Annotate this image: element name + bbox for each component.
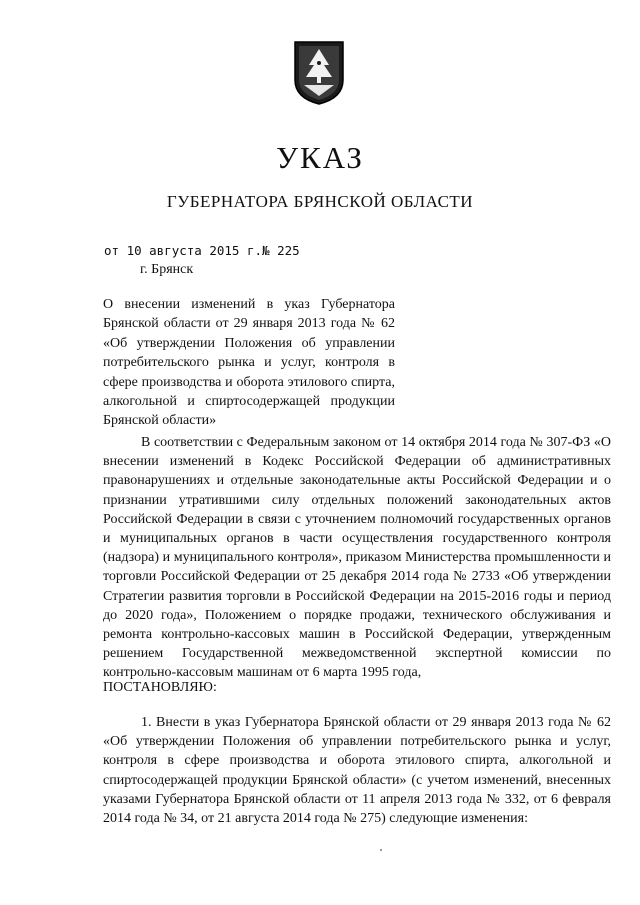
city-label: г. Брянск — [140, 262, 194, 277]
decree-heading: О внесении изменений в указ Губернатора Брянской области от 29 января 2013 года № 62 «Об утверждении Положения об управлении потребительского рынка и услуг, контроля в сфере производства и оборота этилового спирта, алкогольной и спиртосодержащей продукции Брянской области» — [103, 297, 395, 429]
clause-1: 1. Внести в указ Губернатора Брянской области от 29 января 2013 года № 62 «Об утверждении Положения об управлении потребительского рынка и услуг, контроля в сфере производства и оборота этилового спирта, алкогольной и спиртосодержащей продукции Брянской области» (с учетом изменений, внесенных указами Губернатора Брянской области от 11 апреля 2013 года № 332, от 6 февраля 2014 года № 34, от 21 августа 2014 года № 275) следующие изменения: — [103, 715, 611, 827]
preamble — [103, 433, 611, 683]
scan-speck — [380, 849, 382, 851]
coat-of-arms-icon — [292, 40, 346, 106]
document-subtitle: ГУБЕРНАТОРА БРЯНСКОЙ ОБЛАСТИ — [166, 192, 474, 211]
decree-word: ПОСТАНОВЛЯЮ: — [103, 680, 217, 695]
document-title: УКАЗ — [276, 140, 364, 175]
date-and-number: от 10 августа 2015 г.№ 225 — [104, 243, 300, 258]
preamble-paragraph: В соответствии с Федеральным законом от 14 октября 2014 года № 307-ФЗ «О внесении изменений в Кодекс Российской Федерации об административных правонарушениях и отдельные законодательные акты Российской Федерации и о признании утратившими силу отдельных положений законодательных актов Российской Федерации в связи с уточнением полномочий государственных органов и муниципальных органов в части осуществления государственного контроля (надзора) и муниципального контроля», приказом Министерства промышленности и торговли Российской Федерации от 25 декабря 2014 года № 2733 «Об утверждении Стратегии развития торговли в Российской Федерации на 2015-2016 годы и период до 2020 года», Положением о порядке продажи, технического обслуживания и ремонта контрольно-кассовых машин в Российской Федерации, утвержденным решением Государственной межведомственной экспертной комиссии по контрольно-кассовым машинам от 6 марта 1995 года, — [103, 435, 611, 681]
